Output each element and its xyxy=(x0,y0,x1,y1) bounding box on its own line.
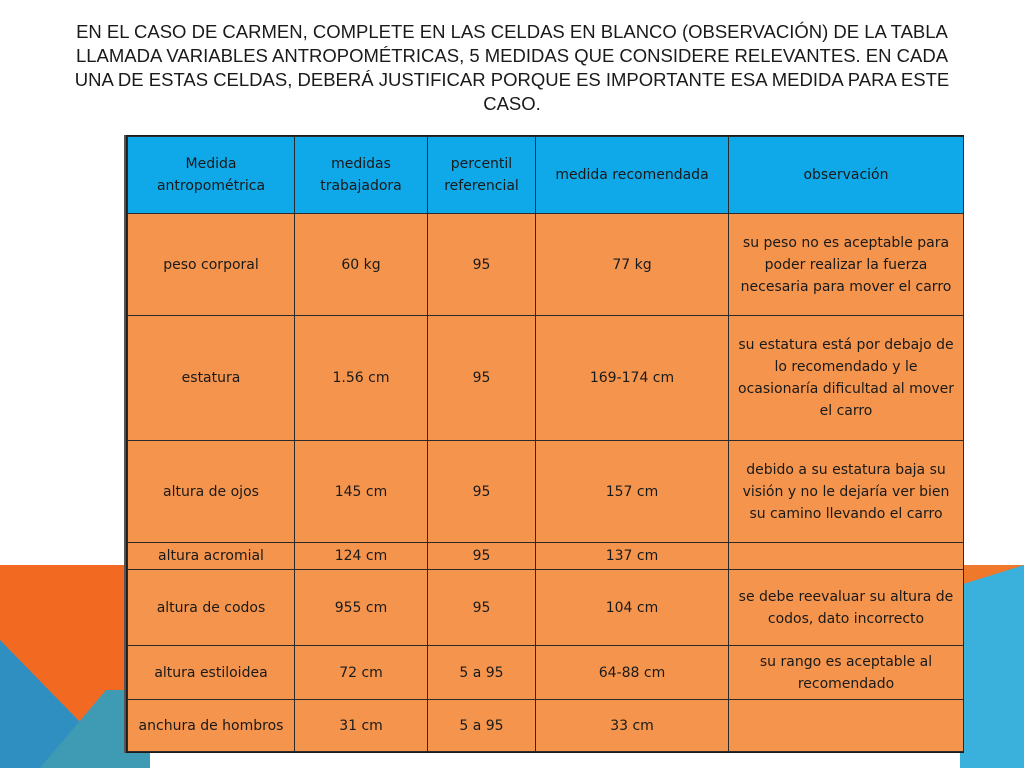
cell-trabajadora: 1.56 cm xyxy=(295,316,428,441)
cell-medida: estatura xyxy=(128,316,295,441)
cell-medida: altura de ojos xyxy=(128,441,295,543)
table-row xyxy=(128,214,964,316)
table-row xyxy=(128,543,964,570)
cell-recomendada: 33 cm xyxy=(536,700,729,752)
cell-recomendada: 104 cm xyxy=(536,570,729,646)
cell-medida: peso corporal xyxy=(128,214,295,316)
cell-percentil: 5 a 95 xyxy=(428,646,536,700)
cell-observacion xyxy=(729,700,964,752)
header-medida: Medida antropométrica xyxy=(128,137,295,214)
table-row xyxy=(128,646,964,700)
header-percentil: percentil referencial xyxy=(428,137,536,214)
cell-observacion: su estatura está por debajo de lo recomendado y le ocasionaría dificultad al mover el carro xyxy=(729,316,964,441)
header-observacion: observación xyxy=(729,137,964,214)
cell-recomendada: 137 cm xyxy=(536,543,729,570)
cell-percentil: 5 a 95 xyxy=(428,700,536,752)
decor-blue-shape-right xyxy=(960,565,1024,768)
cell-recomendada: 169-174 cm xyxy=(536,316,729,441)
table-row xyxy=(128,316,964,441)
header-trabajadora: medidas trabajadora xyxy=(295,137,428,214)
cell-observacion: debido a su estatura baja su visión y no le dejaría ver bien su camino llevando el carro xyxy=(729,441,964,543)
cell-recomendada: 157 cm xyxy=(536,441,729,543)
cell-trabajadora: 31 cm xyxy=(295,700,428,752)
cell-trabajadora: 60 kg xyxy=(295,214,428,316)
cell-percentil: 95 xyxy=(428,441,536,543)
cell-percentil: 95 xyxy=(428,214,536,316)
cell-percentil: 95 xyxy=(428,316,536,441)
cell-trabajadora: 955 cm xyxy=(295,570,428,646)
header-recomendada: medida recomendada xyxy=(536,137,729,214)
cell-trabajadora: 145 cm xyxy=(295,441,428,543)
cell-observacion: se debe reevaluar su altura de codos, dato incorrecto xyxy=(729,570,964,646)
table-row xyxy=(128,570,964,646)
table-row xyxy=(128,441,964,543)
cell-observacion: su peso no es aceptable para poder realizar la fuerza necesaria para mover el carro xyxy=(729,214,964,316)
cell-recomendada: 64-88 cm xyxy=(536,646,729,700)
cell-observacion xyxy=(729,543,964,570)
cell-medida: anchura de hombros xyxy=(128,700,295,752)
cell-percentil: 95 xyxy=(428,570,536,646)
cell-observacion: su rango es aceptable al recomendado xyxy=(729,646,964,700)
cell-trabajadora: 124 cm xyxy=(295,543,428,570)
cell-recomendada: 77 kg xyxy=(536,214,729,316)
cell-medida: altura de codos xyxy=(128,570,295,646)
slide-title: EN EL CASO DE CARMEN, COMPLETE EN LAS CELDAS EN BLANCO (OBSERVACIÓN) DE LA TABLA LLAMADA VARIABLES ANTROPOMÉTRICAS, 5 MEDIDAS QUE CONSIDERE RELEVANTES. EN CADA UNA DE ESTAS CELDAS, DEBERÁ JUSTIFICAR PORQUE ES IMPORTANTE ESA MEDIDA PARA ESTE CASO. xyxy=(74,21,950,114)
cell-medida: altura estiloidea xyxy=(128,646,295,700)
anthropometric-table xyxy=(126,135,964,753)
cell-trabajadora: 72 cm xyxy=(295,646,428,700)
table-row xyxy=(128,700,964,752)
cell-medida: altura acromial xyxy=(128,543,295,570)
cell-percentil: 95 xyxy=(428,543,536,570)
table-header-row xyxy=(128,137,964,214)
